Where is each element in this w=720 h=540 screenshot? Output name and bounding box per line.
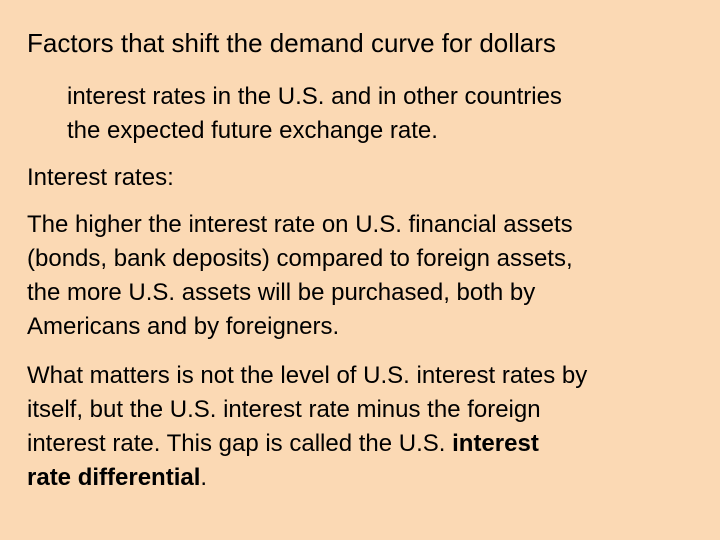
paragraph-line: (bonds, bank deposits) compared to foreign assets, xyxy=(27,245,573,272)
paragraph-interest-differential xyxy=(27,359,697,495)
paragraph-higher-interest xyxy=(27,208,697,344)
paragraph-text: interest rate. This gap is called the U.S. xyxy=(27,430,453,457)
paragraph-line: itself, but the U.S. interest rate minus the foreign xyxy=(27,396,541,423)
paragraph-period: . xyxy=(200,464,208,491)
paragraph-line: Americans and by foreigners. xyxy=(27,313,340,340)
slide-title: Factors that shift the demand curve for dollars xyxy=(27,28,556,58)
paragraph-line: the more U.S. assets will be purchased, both by xyxy=(27,279,536,306)
section-heading: Interest rates: xyxy=(27,164,174,191)
paragraph-line-with-term xyxy=(27,461,697,495)
term-interest: interest xyxy=(452,430,539,457)
paragraph-line: What matters is not the level of U.S. interest rates by xyxy=(27,362,588,389)
term-rate-differential: rate differential xyxy=(27,464,201,491)
sub-item-interest-rates: interest rates in the U.S. and in other countries xyxy=(67,83,562,110)
paragraph-line-with-term xyxy=(27,427,697,461)
paragraph-line: The higher the interest rate on U.S. financial assets xyxy=(27,211,573,238)
sub-list xyxy=(67,80,562,148)
sub-item-expected-exchange-rate: the expected future exchange rate. xyxy=(67,117,438,144)
